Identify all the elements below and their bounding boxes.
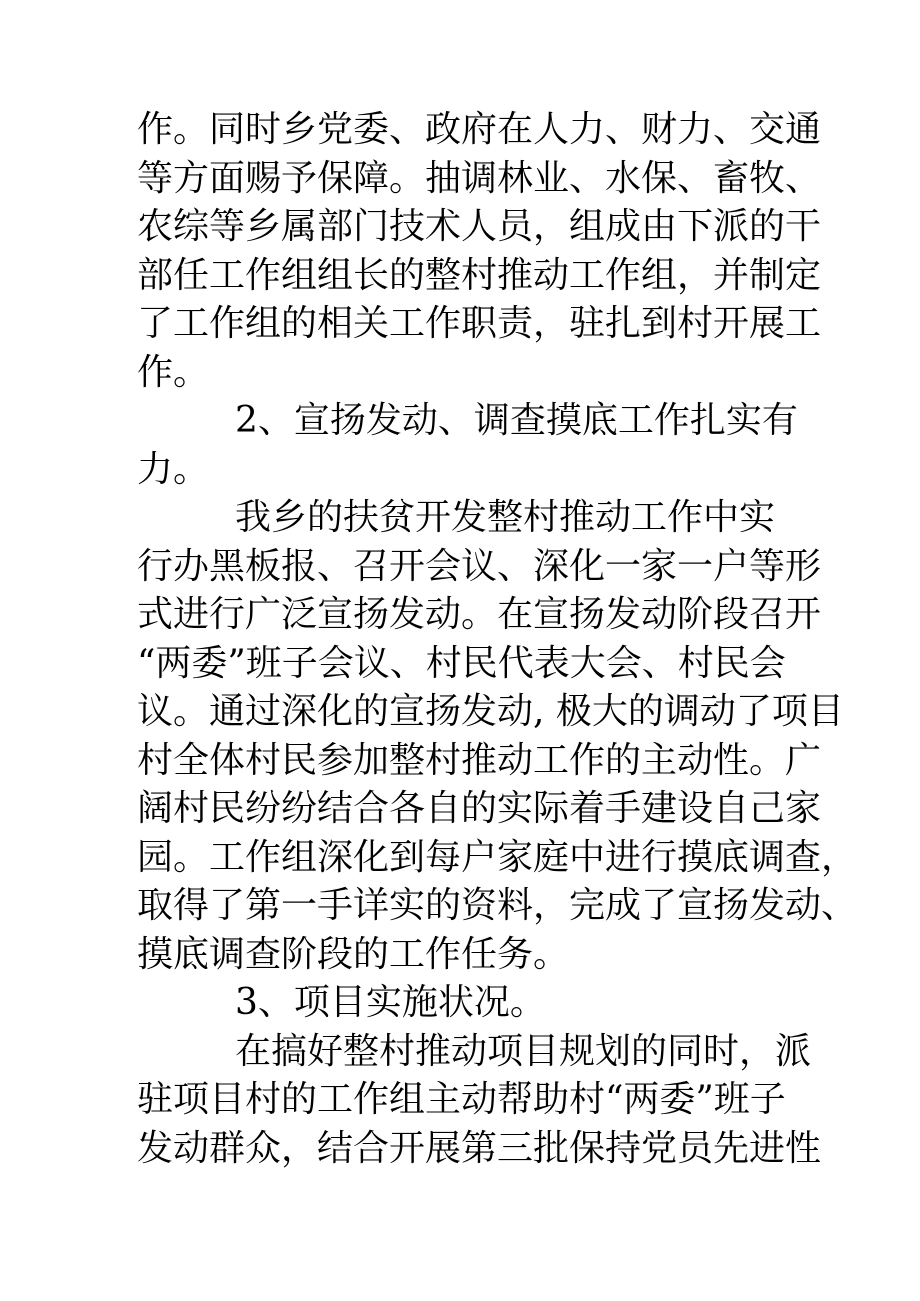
paragraph-start: 我乡的扶贫开发整村推动工作中实	[235, 497, 776, 538]
text-line: 部任工作组组长的整村推动工作组，并制定	[137, 254, 822, 296]
text-line: 议。通过深化的宣扬发动, 极大的调动了项目	[137, 691, 844, 732]
text-line: 园。工作组深化到每户家庭中进行摸底调查，	[137, 836, 858, 878]
text-line: 驻项目村的工作组主动帮助村“两委”班子	[137, 1079, 786, 1120]
section-heading-2: 2、宣扬发动、调查摸底工作扎实有	[235, 400, 798, 441]
text-line: 力。	[137, 448, 210, 490]
text-line: 作。	[137, 351, 210, 393]
text-line: 等方面赐予保障。抽调林业、水保、畜牧、	[137, 157, 822, 199]
text-line: 阔村民纷纷结合各自的实际着手建设自己家	[137, 788, 822, 829]
text-line: 发动群众，结合开展第三批保持党员先进性	[137, 1127, 822, 1169]
paragraph-start: 在搞好整村推动项目规划的同时，派	[235, 1030, 812, 1072]
body-text	[137, 106, 858, 1173]
text-line: 式进行广泛宣扬发动。在宣扬发动阶段召开	[137, 594, 822, 635]
text-line: 行办黑板报、召开会议、深化一家一户等形	[137, 545, 822, 587]
text-line: 作。同时乡党委、政府在人力、财力、交通	[137, 109, 822, 150]
text-line: 取得了第一手详实的资料，完成了宣扬发动、	[137, 885, 858, 926]
text-line: “两委”班子会议、村民代表大会、村民会	[137, 642, 786, 684]
text-line: 摸底调查阶段的工作任务。	[137, 933, 570, 975]
text-line: 了工作组的相关工作职责，驻扎到村开展工	[137, 303, 822, 344]
text-line: 村全体村民参加整村推动工作的主动性。广	[137, 739, 822, 781]
text-line: 农综等乡属部门技术人员，组成由下派的干	[137, 206, 822, 247]
section-heading-3: 3、项目实施状况。	[235, 982, 546, 1023]
